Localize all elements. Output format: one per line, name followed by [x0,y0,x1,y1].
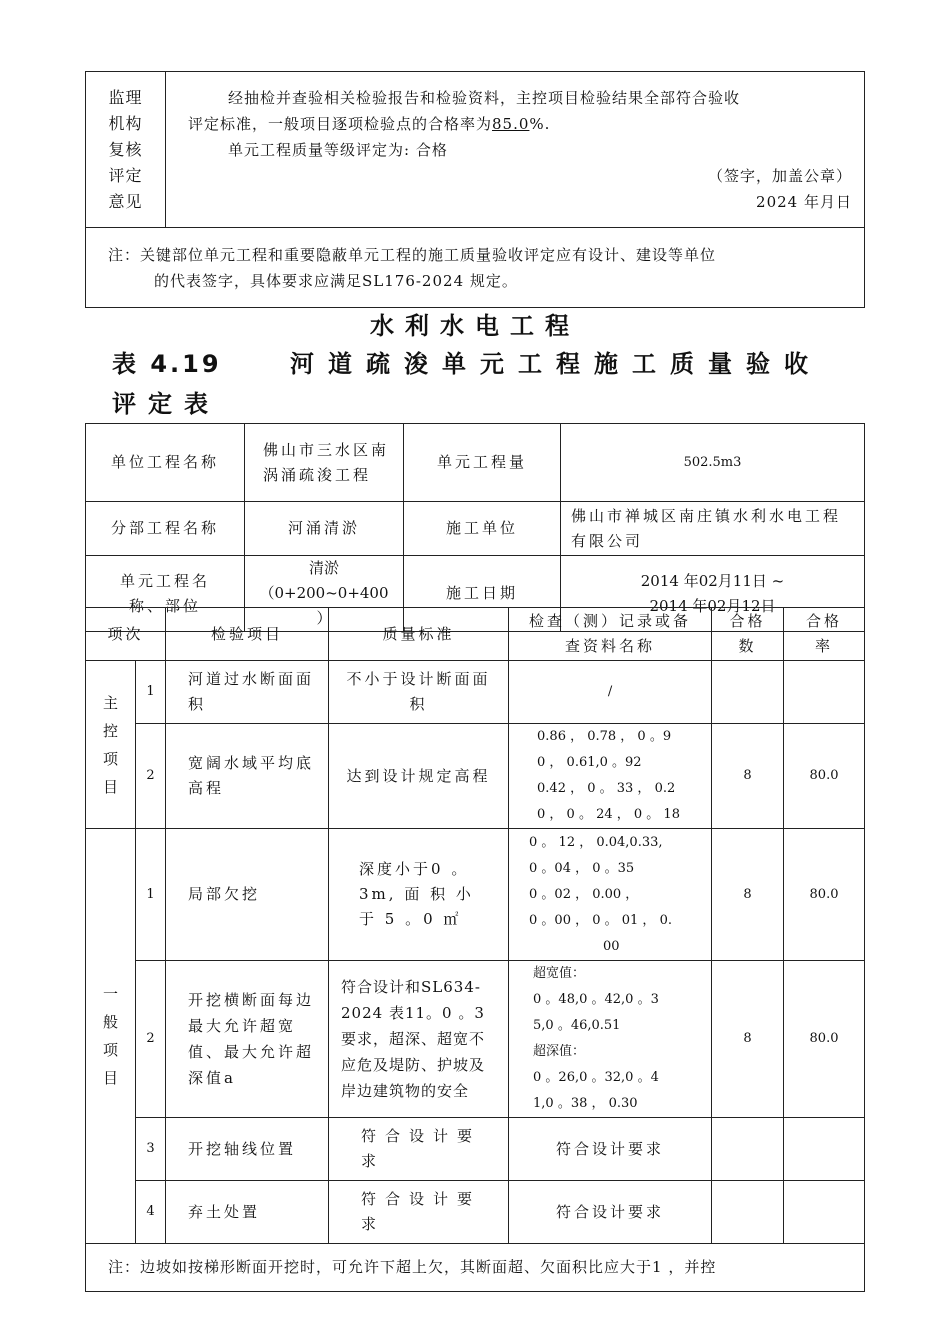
col-header-records: 检查（测）记录或备查资料名称 [509,608,712,661]
pass-rate-value: 85.0 [492,114,530,133]
quality-standard: 深度小于0 。3m, 面 积 小 于 5 。0 ㎡ [329,829,509,961]
side-label-char: 评定 [108,165,143,185]
inspection-item: 开挖轴线位置 [166,1118,329,1181]
qualified-count: 8 [712,724,784,829]
element-quantity-value: 502.5m3 [561,424,865,502]
inspection-item: 开挖横断面每边最大允许超宽值、最大允许超深值a [166,961,329,1118]
row-no: 2 [136,961,166,1118]
opinion-line [188,111,852,137]
record-text: 0 ， 0.61,0 。92 [537,755,642,770]
record-line: 0 。02 ， 0.00 ， [529,886,639,902]
opinion-text: %. [529,114,551,133]
record-line: 5,0 。46,0.51 [533,1018,621,1033]
group-label-char: 项 [102,1041,118,1059]
qualified-count [712,661,784,724]
main-control-label [86,661,136,829]
inspection-item: 河道过水断面面积 [166,661,329,724]
group-label-char: 目 [102,777,118,796]
quality-standard: 不小于设计断面面积 [329,661,509,724]
qualified-count [712,1181,784,1244]
qualified-rate: 80.0 [784,961,865,1118]
side-label-char: 意见 [108,191,143,211]
col-header-quality-standard: 质量标准 [329,608,509,661]
grade-line: 单元工程质量等级评定为: 合格 [228,140,448,159]
inspection-table [85,607,865,1292]
inspection-item: 弃土处置 [166,1181,329,1244]
supervision-opinion [166,72,865,228]
table-title: 河道疏浚单元工程施工质量验收 [290,350,822,378]
row-no: 3 [136,1118,166,1181]
col-header-item-no: 项次 [86,608,166,661]
group-label-char: 控 [102,721,118,740]
top-note [86,228,865,308]
qualified-count [712,1118,784,1181]
col-header-qualified-count: 合格数 [712,608,784,661]
contractor-value: 佛山市禅城区南庄镇水利水电工程有限公司 [561,502,865,556]
records [509,724,712,829]
qualified-rate: 80.0 [784,724,865,829]
records [509,961,712,1118]
records [509,829,712,961]
supervision-review-table [85,71,865,308]
opinion-line: 经抽检并查验相关检验报告和检验资料，主控项目检验结果全部符合验收 [228,88,741,107]
group-label-char: 一 [102,985,118,1003]
qualified-count: 8 [712,961,784,1118]
records: 符合设计要求 [509,1181,712,1244]
qualified-rate: 80.0 [784,829,865,961]
element-name-label: 单元工程名称、部位 [86,556,245,632]
records: / [509,661,712,724]
general-items-label [86,829,136,1244]
row-no: 2 [136,724,166,829]
footer-note: 注：边坡如按梯形断面开挖时，可允许下超上欠，其断面超、欠面积比应大于1 ，并控 [86,1244,865,1292]
table-title-continued: 评定表 [112,390,220,418]
unit-project-value: 佛山市三水区南涡涌疏浚工程 [245,424,404,502]
record-line: 0 。 12 ， 0.04,0.33, [529,834,663,850]
supervision-side-label [86,72,166,228]
info-table [85,423,865,632]
quality-standard: 符合设计要求 [329,1118,509,1181]
record-line: 0 ， 0 。 24 ， 0 。 18 [537,807,680,822]
division-value: 河涌清淤 [245,502,404,556]
side-label-char: 机构 [108,113,143,133]
heading-line1: 水利水电工程 [370,312,580,340]
group-label-char: 般 [102,1013,118,1031]
record-line: 超宽值： [533,966,586,981]
group-label-char: 主 [102,693,118,712]
side-label-char: 监理 [108,87,143,107]
opinion-text: 评定标准，一般项目逐项检验点的合格率为 [188,114,493,133]
division-label: 分部工程名称 [86,502,245,556]
element-quantity-label: 单元工程量 [404,424,561,502]
inspection-item: 宽阔水域平均底高程 [166,724,329,829]
record-line: 0 。00 ， 0 。 01 ， 0. [529,912,672,928]
quality-standard: 达到设计规定高程 [329,724,509,829]
table-number: 表 4.19 [112,350,222,378]
record-line: 超深值： [533,1044,586,1059]
col-header-inspection-item: 检验项目 [166,608,329,661]
date-start: 2014 年02月11日 ~ [640,571,785,590]
record-text: 0.86 ， 0.78 ， 0 。9 [537,729,672,744]
qualified-rate [784,1118,865,1181]
record-line: 0 。04 ， 0 。35 [529,860,635,876]
inspection-item: 局部欠挖 [166,829,329,961]
note-line: 注：关键部位单元工程和重要隐蔽单元工程的施工质量验收评定应有设计、建设等单位 [108,245,717,264]
record-line [537,724,705,750]
group-label-char: 目 [102,1069,118,1087]
record-line: 1,0 。38 ， 0.30 [533,1096,638,1111]
element-name-value: 清淤（0+200~0+400 ） [245,556,404,632]
record-line: 00 [603,938,620,954]
contractor-label: 施工单位 [404,502,561,556]
date-line: 2024 年月日 [756,192,852,211]
qualified-rate [784,661,865,724]
quality-standard: 符合设计要求 [329,1181,509,1244]
record-line: 0 。26,0 。32,0 。4 [533,1070,659,1085]
signature-note: （签字，加盖公章） [707,166,852,185]
record-line: 0.42 ， 0 。 33 ， 0.2 [537,781,676,796]
quality-standard: 符合设计和SL634-2024 表11。0 。3要求，超深、超宽不应危及堤防、护坡及岸边建筑物的安全 [329,961,509,1118]
note-line: 的代表签字，具体要求应满足SL176-2024 规定。 [154,271,518,290]
side-label-char: 复核 [108,139,143,159]
qualified-count: 8 [712,829,784,961]
record-line [537,750,705,776]
record-line: 0 。48,0 。42,0 。3 [533,992,659,1007]
date-end: 2014 年02月12日 [649,596,776,615]
construction-date-label: 施工日期 [404,556,561,632]
records: 符合设计要求 [509,1118,712,1181]
col-header-qualified-rate: 合格率 [784,608,865,661]
row-no: 1 [136,661,166,724]
row-no: 1 [136,829,166,961]
qualified-rate [784,1181,865,1244]
row-no: 4 [136,1181,166,1244]
group-label-char: 项 [102,749,118,768]
unit-project-label: 单位工程名称 [86,424,245,502]
